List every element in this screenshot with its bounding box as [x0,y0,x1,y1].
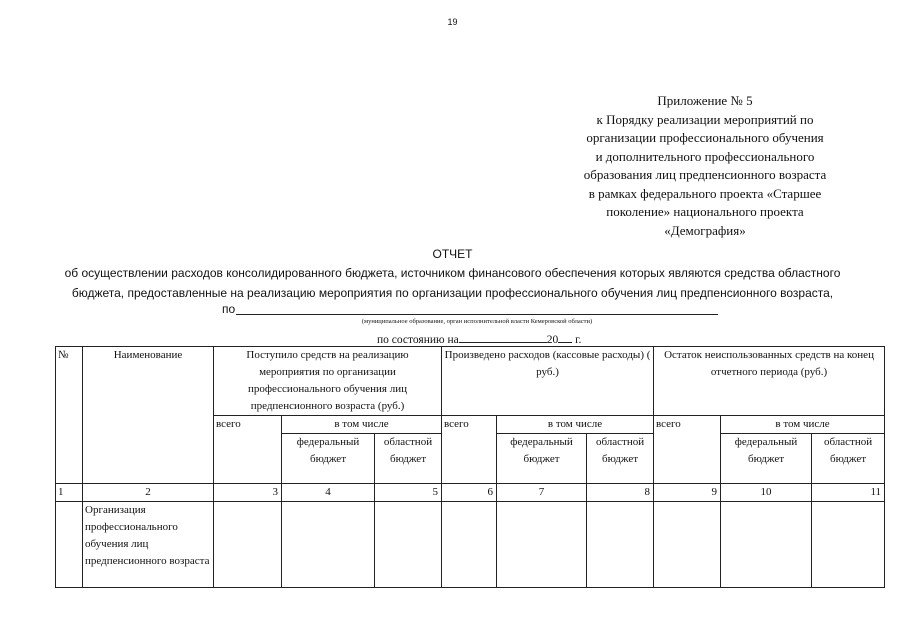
received-federal-cell[interactable] [282,502,375,588]
header-spent-regional: областной бюджет [587,434,654,484]
as-of-label: по состоянию на [377,334,459,346]
organization-fill-line[interactable] [236,314,718,315]
report-table [55,346,885,588]
header-remainder-including: в том числе [721,416,885,434]
column-number: 11 [812,484,885,502]
as-of-year: 20 [546,334,559,346]
header-name: Наименование [83,347,214,484]
header-spent-total: всего [442,416,497,484]
appendix-line: «Демография» [664,222,746,238]
column-number: 6 [442,484,497,502]
header-received-federal: федеральный бюджет [282,434,375,484]
appendix-line: поколение» национального проекта [606,204,804,219]
appendix-line: и дополнительного профессионального [595,148,815,164]
spent-federal-cell[interactable] [497,502,587,588]
column-number: 4 [282,484,375,502]
header-spent: Произведено расходов (кассовые расходы) ( руб.) [442,347,654,416]
column-number: 1 [56,484,83,502]
spent-regional-cell[interactable] [587,502,654,588]
report-title: ОТЧЕТ [432,247,473,261]
column-number: 9 [654,484,721,502]
column-number: 8 [587,484,654,502]
column-number: 5 [375,484,442,502]
po-label: по [222,302,236,316]
header-received-including: в том числе [282,416,442,434]
report-description-line: об осуществлении расходов консолидированного бюджета, источником финансового обеспечения которых являются средства областного [64,266,841,280]
column-number: 3 [214,484,282,502]
received-regional-cell[interactable] [375,502,442,588]
column-number: 10 [721,484,812,502]
header-remainder: Остаток неиспользованных средств на конец отчетного периода (руб.) [654,347,885,416]
as-of-date-row [377,334,581,346]
header-received-regional: областной бюджет [375,434,442,484]
organization-caption: (муниципальное образование, орган исполнительной власти Кемеровской области) [361,318,593,325]
appendix-line: организации профессионального обучения [586,130,824,145]
spent-total-cell[interactable] [442,502,497,588]
column-number: 7 [497,484,587,502]
header-num: № [56,347,83,484]
remainder-total-cell[interactable] [654,502,721,588]
row-num-cell[interactable] [56,502,83,588]
header-spent-federal: федеральный бюджет [497,434,587,484]
header-remainder-regional: областной бюджет [812,434,885,484]
appendix-line: Приложение № 5 [657,93,753,108]
column-number: 2 [83,484,214,502]
as-of-date-blank[interactable] [459,342,547,343]
received-total-cell[interactable] [214,502,282,588]
appendix-header [560,92,850,240]
row-name-cell: Организация профессионального обучения лиц предпенсионного возраста [83,502,214,588]
remainder-regional-cell[interactable] [812,502,885,588]
as-of-year-blank[interactable] [558,342,572,343]
header-received-total: всего [214,416,282,484]
report-description-line: бюджета, предоставленные на реализацию мероприятия по организации профессионального обучения лиц предпенсионного возраста, [71,286,834,300]
appendix-line: в рамках федерального проекта «Старшее [588,185,822,201]
appendix-line: к Порядку реализации мероприятий по [596,111,814,127]
page-number: 19 [447,17,458,27]
header-remainder-total: всего [654,416,721,484]
header-received: Поступило средств на реализацию мероприятия по организации профессионального обучения лиц предпенсионного возраста (руб.) [214,347,442,416]
appendix-line: образования лиц предпенсионного возраста [583,167,827,182]
table-row [56,502,885,588]
header-spent-including: в том числе [497,416,654,434]
header-remainder-federal: федеральный бюджет [721,434,812,484]
as-of-year-suffix: г. [575,334,582,346]
remainder-federal-cell[interactable] [721,502,812,588]
